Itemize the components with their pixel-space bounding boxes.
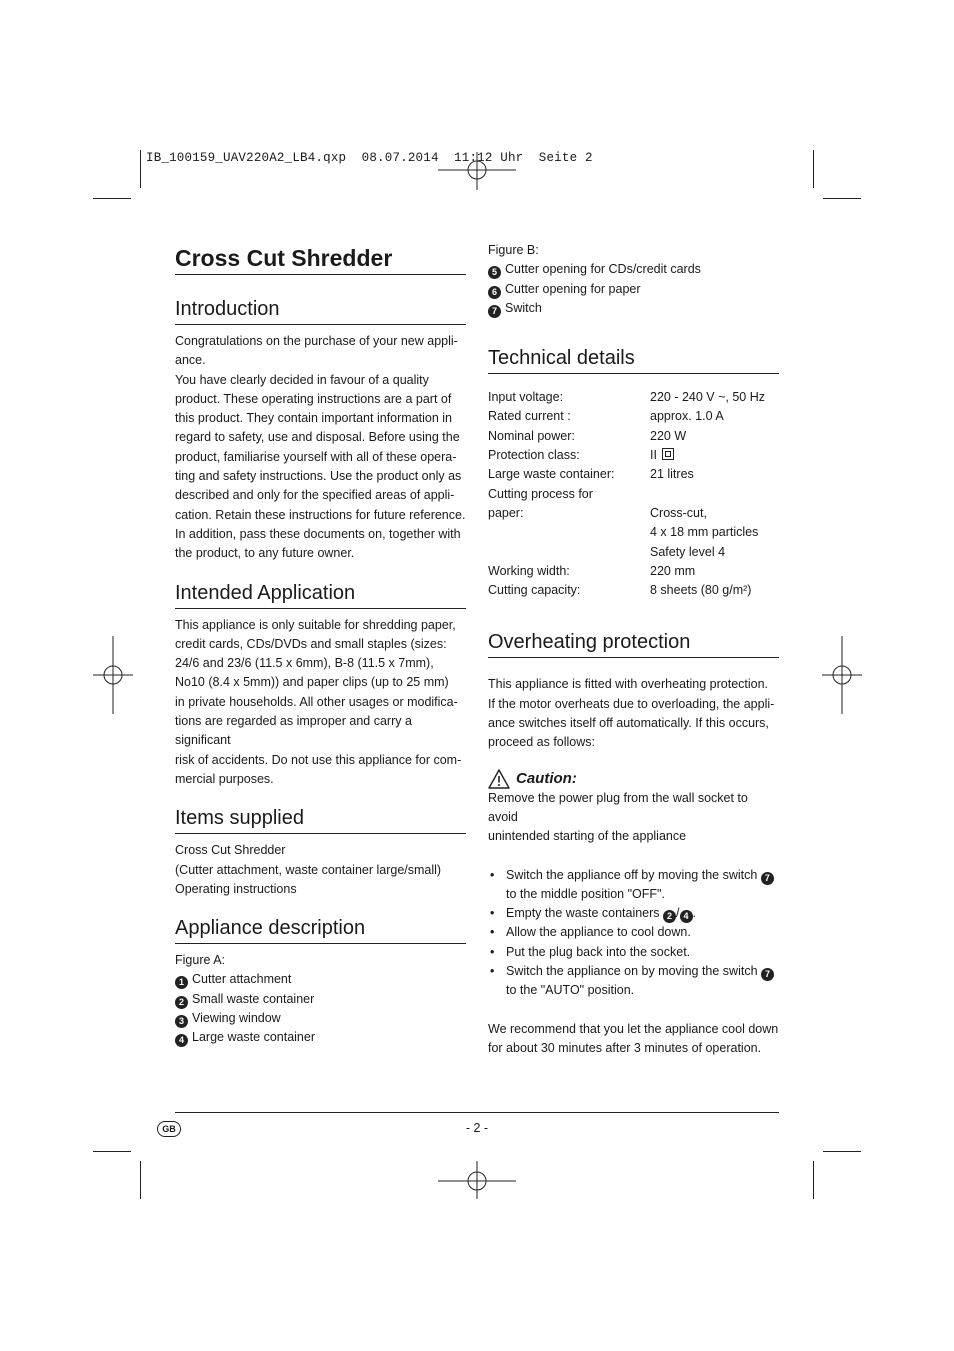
list-item: [175, 970, 466, 989]
tech-label: [488, 543, 650, 562]
number-badge: 5: [488, 266, 501, 279]
tech-value: 8 sheets (80 g/m²): [650, 583, 752, 598]
list-item: [488, 866, 779, 905]
text-line: ance.: [175, 353, 206, 368]
left-column: [175, 244, 466, 1048]
tech-label: Nominal power:: [488, 428, 575, 443]
list-item: [175, 990, 466, 1009]
overheating-protection-heading: Overheating protection: [488, 630, 779, 658]
text-line: product, familiarise yourself with all of these opera-: [175, 449, 457, 464]
text-line: This appliance is only suitable for shredding paper,: [175, 617, 456, 632]
list-item: [488, 280, 779, 299]
figure-b-label: Figure B:: [488, 243, 539, 257]
tech-label: Cutting capacity:: [488, 583, 581, 598]
text-line: mercial purposes.: [175, 771, 274, 786]
text-line: risk of accidents. Do not use this appliance for com-: [175, 752, 462, 767]
part-label: Cutter attachment: [192, 972, 292, 987]
footer-divider: [175, 1112, 779, 1113]
introduction-heading: Introduction: [175, 297, 466, 325]
technical-details-heading: Technical details: [488, 346, 779, 374]
figure-a-list: [175, 951, 466, 1047]
text-line: proceed as follows:: [488, 735, 596, 750]
step-text: to the "AUTO" position.: [506, 983, 635, 998]
text-line: regard to safety, use and disposal. Before using the: [175, 430, 460, 445]
list-item: [488, 260, 779, 279]
number-badge: 2: [663, 910, 676, 923]
text-line: cation. Retain these instructions for future reference.: [175, 507, 466, 522]
part-label: Switch: [505, 300, 542, 315]
intended-application-text: [175, 616, 466, 790]
text-line: Cross Cut Shredder: [175, 843, 286, 858]
text-line: described and only for the specified areas of appli-: [175, 488, 455, 503]
list-item: [488, 299, 779, 318]
step-text: Allow the appliance to cool down.: [506, 925, 691, 940]
table-row: [488, 543, 779, 562]
tech-value: 220 - 240 V ~, 50 Hz: [650, 390, 766, 405]
page-number: - 2 -: [465, 1121, 489, 1135]
tech-value: 220 W: [650, 428, 687, 443]
caution-label: Caution:: [516, 769, 577, 787]
crop-mark: [93, 198, 131, 199]
tech-value: II: [650, 448, 657, 463]
table-row: [488, 523, 779, 542]
part-label: Small waste container: [192, 991, 315, 1006]
warning-triangle-icon: [488, 769, 510, 789]
part-label: Large waste container: [192, 1030, 315, 1045]
table-row: [488, 427, 779, 446]
overheating-text: [488, 675, 779, 752]
figure-a-label: Figure A:: [175, 953, 226, 968]
text-line: unintended starting of the appliance: [488, 829, 687, 844]
text-line: the product, to any future owner.: [175, 546, 355, 561]
step-punctuation: .: [692, 906, 696, 921]
tech-value: Cross-cut,: [650, 505, 707, 520]
text-line: In addition, pass these documents on, together with: [175, 526, 461, 541]
number-badge: 4: [175, 1034, 188, 1047]
crop-mark: [813, 150, 814, 188]
tech-value: 220 mm: [650, 563, 696, 578]
text-line: Operating instructions: [175, 881, 297, 896]
appliance-description-heading: Appliance description: [175, 916, 466, 944]
table-row: [488, 465, 779, 484]
registration-mark-icon: [822, 636, 862, 714]
part-label: Cutter opening for CDs/credit cards: [505, 262, 701, 277]
list-item: [488, 943, 779, 962]
figure-b-list: [488, 241, 779, 318]
step-text: Switch the appliance off by moving the switch: [506, 867, 761, 882]
step-text: Switch the appliance on by moving the switch: [506, 964, 761, 979]
registration-mark-icon: [438, 1161, 516, 1201]
crop-mark: [93, 1151, 131, 1152]
number-badge: 7: [761, 968, 774, 981]
step-text: Empty the waste containers: [506, 906, 664, 921]
tech-label: Large waste container:: [488, 467, 615, 482]
text-line: (Cutter attachment, waste container large/small): [175, 862, 442, 877]
table-row: [488, 581, 779, 600]
step-separator: /: [676, 906, 680, 921]
list-item: [175, 1028, 466, 1047]
step-text: Put the plug back into the socket.: [506, 944, 691, 959]
tech-value: approx. 1.0 A: [650, 409, 724, 424]
number-badge: 3: [175, 1015, 188, 1028]
step-text: to the middle position "OFF".: [506, 886, 665, 901]
table-row: [488, 388, 779, 407]
language-badge: GB: [157, 1121, 181, 1137]
table-row: [488, 504, 779, 523]
text-line: tions are regarded as improper and carry a significant: [175, 714, 412, 748]
crop-mark: [140, 150, 141, 188]
list-item: [488, 962, 779, 1001]
text-line: credit cards, CDs/DVDs and small staples (sizes:: [175, 636, 447, 651]
list-item: [488, 923, 779, 942]
text-line: 24/6 and 23/6 (11.5 x 6mm), B-8 (11.5 x 7mm),: [175, 656, 434, 671]
number-badge: 1: [175, 976, 188, 989]
table-row: [488, 562, 779, 581]
steps-list: [488, 866, 779, 1001]
text-line: product. These operating instructions are a part of: [175, 391, 452, 406]
recommendation-text: [488, 1020, 779, 1059]
tech-value: 21 litres: [650, 467, 694, 482]
crop-mark: [823, 1151, 861, 1152]
items-supplied-heading: Items supplied: [175, 806, 466, 834]
text-line: Remove the power plug from the wall socket to avoid: [488, 790, 748, 824]
tech-label: Working width:: [488, 563, 570, 578]
text-line: You have clearly decided in favour of a quality: [175, 372, 429, 387]
list-item: [488, 904, 779, 923]
table-row: [488, 446, 779, 465]
tech-label: Cutting process for: [488, 486, 593, 501]
number-badge: 7: [761, 872, 774, 885]
print-slug: IB_100159_UAV220A2_LB4.qxp 08.07.2014 11:12 Uhr Seite 2: [146, 151, 593, 165]
part-label: Viewing window: [192, 1011, 281, 1026]
introduction-text: [175, 332, 466, 564]
text-line: this product. They contain important information in: [175, 411, 452, 426]
text-line: We recommend that you let the appliance cool down: [488, 1021, 779, 1036]
text-line: in private households. All other usages or modifica-: [175, 694, 458, 709]
number-badge: 2: [175, 996, 188, 1009]
registration-mark-icon: [93, 636, 133, 714]
protection-class-icon: [662, 448, 674, 460]
tech-label: Input voltage:: [488, 390, 564, 405]
caution-heading: [488, 769, 779, 789]
text-line: for about 30 minutes after 3 minutes of operation.: [488, 1040, 762, 1055]
text-line: ting and safety instructions. Use the product only as: [175, 469, 462, 484]
tech-label: paper:: [488, 505, 524, 520]
caution-text: [488, 789, 779, 847]
crop-mark: [813, 1161, 814, 1199]
tech-label: Protection class:: [488, 448, 580, 463]
text-line: Congratulations on the purchase of your new appli-: [175, 334, 458, 348]
text-line: This appliance is fitted with overheating protection.: [488, 677, 769, 692]
text-line: No10 (8.4 x 5mm)) and paper clips (up to 25 mm): [175, 675, 449, 690]
tech-value: Safety level 4: [650, 544, 726, 559]
number-badge: 7: [488, 305, 501, 318]
list-item: [175, 1009, 466, 1028]
part-label: Cutter opening for paper: [505, 281, 641, 296]
intended-application-heading: Intended Application: [175, 581, 466, 609]
number-badge: 6: [488, 286, 501, 299]
text-line: If the motor overheats due to overloading, the appli-: [488, 696, 775, 711]
number-badge: 4: [680, 910, 693, 923]
right-column: [488, 241, 779, 1058]
table-row: [488, 485, 779, 504]
page-title: Cross Cut Shredder: [175, 244, 466, 275]
tech-value: 4 x 18 mm particles: [650, 525, 759, 540]
tech-label: [488, 523, 650, 542]
crop-mark: [823, 198, 861, 199]
table-row: [488, 407, 779, 426]
items-supplied-text: [175, 841, 466, 899]
technical-table: [488, 388, 779, 600]
crop-mark: [140, 1161, 141, 1199]
tech-label: Rated current :: [488, 409, 571, 424]
text-line: ance switches itself off automatically. If this occurs,: [488, 716, 769, 731]
